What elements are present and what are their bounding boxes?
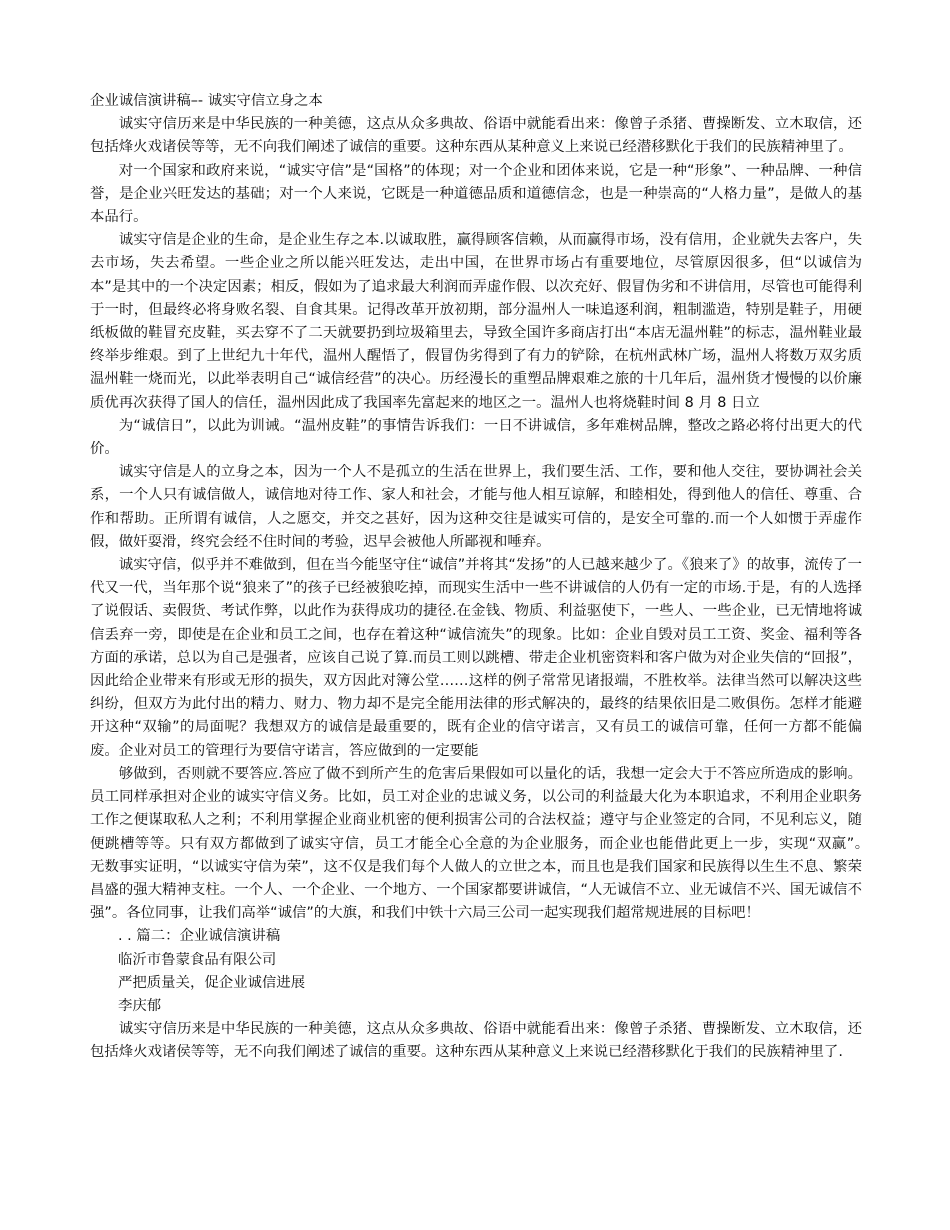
document-title: 企业诚信演讲稿–- 诚实守信立身之本 — [90, 93, 323, 109]
section2-subtitle: 严把质量关，促企业诚信进展 — [118, 974, 306, 991]
paragraph-6: 诚实守信，似乎并不难做到，但在当今能坚守住“诚信”并将其“发扬”的人已越来越少了。《狼来了》的故事，流传了一代又一代，当年那个说“狼来了”的孩子已经被狼吃掉，而现实生活中一些不讲诚信的人仍有一定的市场.于是，有的人选择了说假话、卖假货、考试作弊，以此作为获得成功的捷径.在金钱、物质、利益驱使下，一些人、一些企业，已无情地将诚信丢弃一旁，即使是在企业和员工之间，也存在着这种“诚信流失”的现象。比如：企业自毁对员工工资、奖金、福利等各方面的承诺，总以为自己是强者，应该自己说了算.而员工则以跳槽、带走企业机密资料和客户做为对企业失信的“回报”，因此给企业带来有形或无形的损失，双方因此对簿公堂……这样的例子常常见诸报端，不胜枚举。法律当然可以解决这些纠纷，但双方为此付出的精力、财力、物力却不是完全能用法律的形式解决的，最终的结果依旧是二败俱伤。怎样才能避开这种“双输”的局面呢？我想双方的诚信是最重要的，既有企业的信守诺言，又有员工的诚信可靠，任何一方都不能偏废。企业对员工的管理行为要信守诺言，答应做到的一定要能 — [90, 557, 862, 759]
section2-company: 临沂市鲁蒙食品有限公司 — [118, 951, 277, 968]
paragraph-7: 够做到，否则就不要答应.答应了做不到所产生的危害后果假如可以量化的话，我想一定会大于不答应所造成的影响。员工同样承担对企业的诚实守信义务。比如，员工对企业的忠诚义务，以公司的利益最大化为本职追求，不利用企业职务工作之便谋取私人之利；不利用掌握企业商业机密的便利损害公司的合法权益；遵守与企业签定的合同，不见利忘义，随便跳槽等等。只有双方都做到了诚实守信，员工才能全心全意的为企业服务，而企业也能借此更上一步，实现“双赢”。 无数事实证明，“以诚实守信为荣”，这不仅是我们每个人做人的立世之本，而且也是我们国家和民族得以生生不息、繁荣昌盛的强大精神支柱。一个人、一个企业、一个地方、一个国家都要讲诚信，“人无诚信不立、业无诚信不兴、国无诚信不强”。各位同事，让我们高举“诚信”的大旗，和我们中铁十六局三公司一起实现我们超常规进展的目标吧！ — [90, 765, 891, 922]
section2-paragraph: 诚实守信历来是中华民族的一种美德，这点从众多典故、俗语中就能看出来：像曾子杀猪、曹操断发、立木取信，还包括烽火戏诸侯等等，无不向我们阐述了诚信的重要。这种东西从某种意义上来说已经潜移默化于我们的民族精神里了. — [90, 1021, 862, 1061]
paragraph-2: 对一个国家和政府来说，“诚实守信”是“国格”的体现；对一个企业和团体来说，它是一种“形象”、一种品牌、一种信誉，是企业兴旺发达的基础；对一个人来说，它既是一种道德品质和道德信念，也是一种崇高的“人格力量”，是做人的基本品行。 — [90, 162, 862, 226]
paragraph-4: 为“诚信日”，以此为训诫。“温州皮鞋”的事情告诉我们：一日不讲诚信，多年难树品牌，整改之路必将付出更大的代价。 — [90, 417, 862, 458]
paragraph-3: 诚实守信是企业的生命，是企业生存之本.以诚取胜，赢得顾客信赖，从而赢得市场，没有信用，企业就失去客户，失去市场，失去希望。一些企业之所以能兴旺发达，走出中国，在世界市场占有重要地位，尽管原因很多，但“以诚信为本”是其中的一个决定因素；相反，假如为了追求最大利润而弄虚作假、以次充好、假冒伪劣和不讲信用，尽管也可能得利于一时，但最终必将身败名裂、自食其果。记得改革开放初期，部分温州人一味追逐利润，粗制滥造，特别是鞋子，用硬纸板做的鞋冒充皮鞋，买去穿不了二天就要扔到垃圾箱里去，导致全国许多商店打出“本店无温州鞋”的标志，温州鞋业最终举步维艰。到了上世纪九十年代，温州人醒悟了，假冒伪劣得到了有力的铲除，在杭州武林广场，温州人将数万双劣质温州鞋一烧而光，以此举表明自己“诚信经营”的决心。历经漫长的重塑品牌艰难之旅的十几年后，温州货才慢慢的以价廉质优再次获得了国人的信任，温州因此成了我国率先富起来的地区之一。温州人也将烧鞋时间 8 月 8 日立 — [90, 232, 862, 411]
paragraph-5: 诚实守信是人的立身之本，因为一个人不是孤立的生活在世界上，我们要生活、工作，要和他人交往，要协调社会关系，一个人只有诚信做人，诚信地对待工作、家人和社会，才能与他人相互谅解，和睦相处，得到他人的信任、尊重、合作和帮助。正所谓有诚信，人之愿交，并交之甚好，因为这种交往是诚实可信的，是安全可靠的.而一个人如惯于弄虚作假，做奸耍滑，终究会经不住时间的考验，迟早会被他人所鄙视和唾弃。 — [90, 464, 862, 550]
document-page — [90, 90, 891, 1065]
section2-author: 李庆郁 — [118, 997, 162, 1014]
paragraph-1: 诚实守信历来是中华民族的一种美德，这点从众多典故、俗语中就能看出来：像曾子杀猪、曹操断发、立木取信，还包括烽火戏诸侯等等，无不向我们阐述了诚信的重要。这种东西从某种意义上来说已经潜移默化于我们的民族精神里了。 — [90, 116, 862, 156]
section2-heading: . . 篇二：企业诚信演讲稿 — [118, 928, 281, 945]
